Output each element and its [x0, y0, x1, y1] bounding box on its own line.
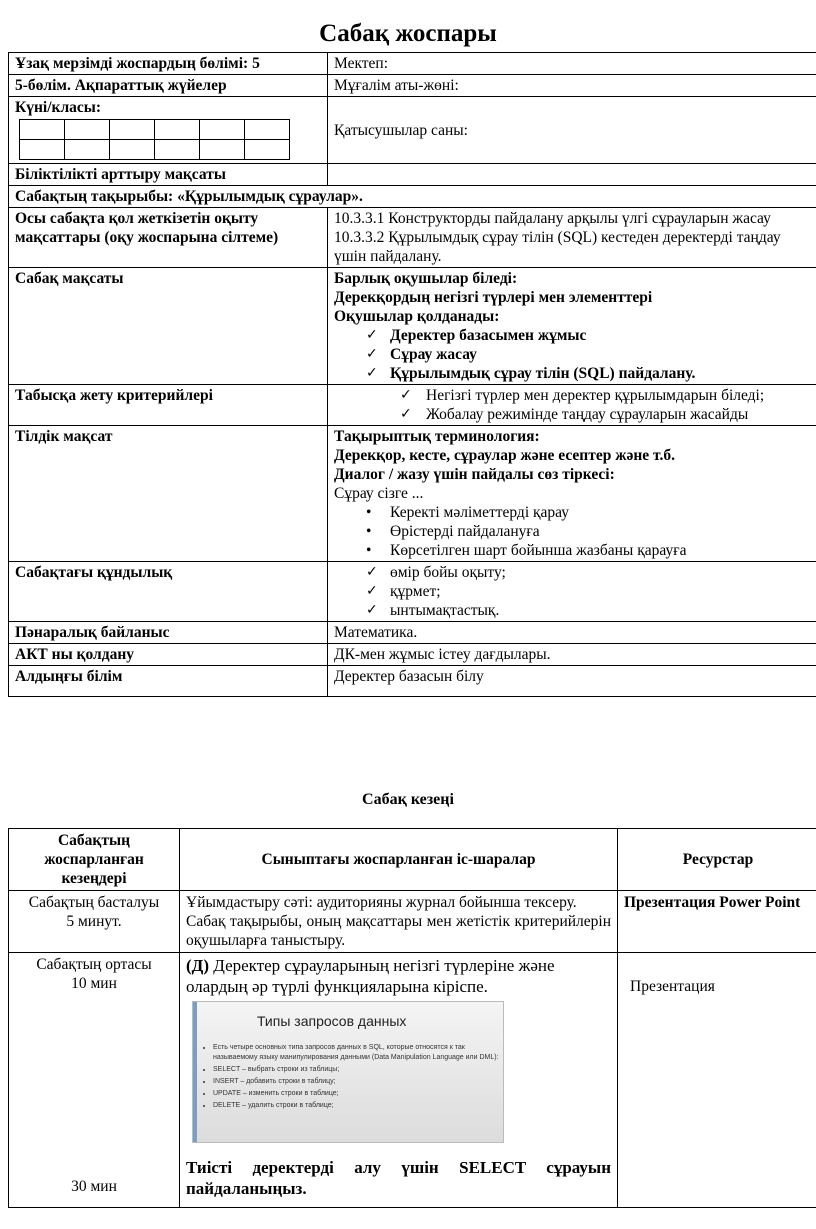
activity-cell: [180, 953, 618, 1208]
list-item: ✓ ынтымақтастық.: [334, 601, 812, 620]
success-criteria-value: [328, 385, 816, 426]
column-header: Сабақтың жоспарланған кезеңдері: [9, 829, 180, 891]
pd-goal-label: Біліктілікті арттыру мақсаты: [9, 164, 328, 186]
activity-text: Тиісті деректерді алу үшін SELECT сұрауын пайдаланыңыз.: [186, 1158, 611, 1198]
table-row: [9, 97, 816, 164]
activity-desc: Деректер сұрауларының негізгі түрлеріне және олардың әр түрлі функцияларына кіріспе.: [186, 956, 555, 996]
stage-name: Сабақтың басталуы: [28, 894, 160, 911]
table-row: [9, 75, 816, 97]
list-item: • Көрсетілген шарт бойынша жазбаны қарауға: [334, 541, 812, 560]
list-item: • Керекті мәліметтерді қарау: [334, 503, 812, 522]
aim-list: [334, 326, 812, 383]
table-row: [9, 622, 816, 644]
list-item: ✓ өмір бойы оқыту;: [334, 563, 812, 582]
terminology-list: Дерекқор, кесте, сұраулар және есептер және т.б.: [334, 447, 675, 464]
stage-cell: [9, 953, 180, 1208]
school-label: Мектеп:: [328, 53, 816, 75]
slide-image: [192, 1001, 504, 1143]
list-item: • DELETE – удалить строки в таблице;: [213, 1101, 503, 1111]
ict-label: АКТ ны қолдану: [9, 644, 328, 666]
pd-goal-value: [328, 164, 816, 186]
slide-title: Типы запросов данных: [257, 1013, 407, 1029]
table-row: [9, 953, 816, 1208]
date-class-cell: [9, 97, 328, 164]
section-name-label: 5-бөлім. Ақпараттық жүйелер: [9, 75, 328, 97]
table-header-row: [9, 829, 816, 891]
list-item: ✓ Жобалау режимінде таңдау сұрауларын жасайды: [334, 405, 812, 424]
prior-knowledge-value: Деректер базасын білу: [328, 666, 816, 697]
prior-knowledge-label: Алдыңғы білім: [9, 666, 328, 697]
objective-1: 10.3.3.1 Конструкторды пайдалану арқылы үлгі сұрауларын жасау: [334, 210, 771, 227]
lesson-plan-table: [8, 52, 816, 697]
table-row: [9, 208, 816, 268]
table-row: [9, 426, 816, 562]
lesson-stages-table: [8, 828, 816, 1208]
ict-value: ДК-мен жұмыс істеу дағдылары.: [328, 644, 816, 666]
date-class-label: Күні/класы:: [15, 99, 102, 116]
table-row: [9, 385, 816, 426]
lesson-aim-value: [328, 268, 816, 385]
page-title: Сабақ жоспары: [319, 20, 497, 47]
aim-heading-2: Дерекқордың негізгі түрлері мен элементтері: [334, 289, 653, 306]
phrase-intro: Сұрау сізге ...: [334, 485, 424, 502]
list-item: ✓ Негізгі түрлер мен деректер құрылымдарын біледі;: [334, 386, 812, 405]
language-aim-label: Тілдік мақсат: [9, 426, 328, 562]
aim-heading-1: Барлық оқушылар біледі:: [334, 270, 518, 287]
list-item: • INSERT – добавить строки в таблицу;: [213, 1077, 503, 1087]
table-row: [9, 666, 816, 697]
cross-curricular-label: Пәнаралық байланыс: [9, 622, 328, 644]
slide-accent: [193, 1002, 197, 1142]
list-item: • UPDATE – изменить строки в таблице;: [213, 1089, 503, 1099]
values-label: Сабақтағы құндылық: [9, 562, 328, 622]
values-value: [328, 562, 816, 622]
teacher-name-label: Мұғалім аты-жөні:: [328, 75, 816, 97]
activity-text: Сабақ тақырыбы, оның мақсаттары мен жетістік критерийлерін оқушыларға таныстыру.: [186, 913, 611, 949]
table-row: [9, 644, 816, 666]
column-header: Сыныптағы жоспарланған іс-шаралар: [180, 829, 618, 891]
aim-heading-3: Оқушылар қолданады:: [334, 308, 500, 325]
activity-text: [186, 955, 611, 997]
stage-time: 5 минут.: [66, 913, 122, 930]
lesson-aim-label: Сабақ мақсаты: [9, 268, 328, 385]
list-item: ✓ Сұрау жасау: [334, 345, 812, 364]
stage-name: Сабақтың ортасы: [36, 956, 152, 973]
phrase-list: [334, 503, 812, 560]
long-term-section-label: Ұзақ мерзімді жоспардың бөлімі: 5: [9, 53, 328, 75]
cross-curricular-value: Математика.: [328, 622, 816, 644]
learning-objectives-value: [328, 208, 816, 268]
list-item: ✓ Құрылымдық сұрау тілін (SQL) пайдалану.: [334, 364, 812, 383]
stage-time: 30 мин: [71, 1178, 117, 1195]
table-row: [9, 891, 816, 953]
criteria-list: [334, 386, 812, 424]
table-row: [9, 186, 816, 208]
stages-title: Сабақ кезеңі: [362, 791, 454, 808]
activity-cell: [180, 891, 618, 953]
stage-time: 10 мин: [71, 975, 117, 992]
list-item: • Есть четыре основных типа запросов данных в SQL, которые относятся к так называемому языку манипулирования данными (Data Manipulation Language или DML):: [213, 1043, 503, 1063]
table-row: [9, 268, 816, 385]
participants-label: Қатысушылар саны:: [328, 97, 816, 164]
objective-2: 10.3.3.2 Құрылымдық сұрау тілін (SQL) кестеден деректерді таңдау үшін пайдалану.: [334, 229, 781, 265]
table-row: [9, 562, 816, 622]
list-item: ✓ Деректер базасымен жұмыс: [334, 326, 812, 345]
table-row: [9, 53, 816, 75]
learning-objectives-label: Осы сабақта қол жеткізетін оқыту мақсаттары (оқу жоспарына сілтеме): [9, 208, 328, 268]
activity-tag: (Д): [186, 956, 210, 975]
list-item: ✓ құрмет;: [334, 582, 812, 601]
success-criteria-label: Табысқа жету критерийлері: [9, 385, 328, 426]
list-item: • Өрістерді пайдалануға: [334, 522, 812, 541]
resource-cell: Презентация: [618, 953, 816, 1208]
language-aim-value: [328, 426, 816, 562]
column-header: Ресурстар: [618, 829, 816, 891]
phrases-heading: Диалог / жазу үшін пайдалы сөз тіркесі:: [334, 466, 615, 483]
table-row: [9, 164, 816, 186]
values-list: [334, 563, 812, 620]
stage-cell: [9, 891, 180, 953]
date-class-grid: [19, 119, 290, 160]
lesson-topic: Сабақтың тақырыбы: «Құрылымдық сұраулар».: [9, 186, 816, 208]
list-item: • SELECT – выбрать строки из таблицы;: [213, 1065, 503, 1075]
activity-text: Ұйымдастыру сәті: аудиторияны журнал бойынша тексеру.: [186, 894, 577, 911]
slide-list: [203, 1043, 503, 1111]
resource-cell: Презентация Power Point: [618, 891, 816, 953]
terminology-heading: Тақырыптық терминология:: [334, 428, 540, 445]
